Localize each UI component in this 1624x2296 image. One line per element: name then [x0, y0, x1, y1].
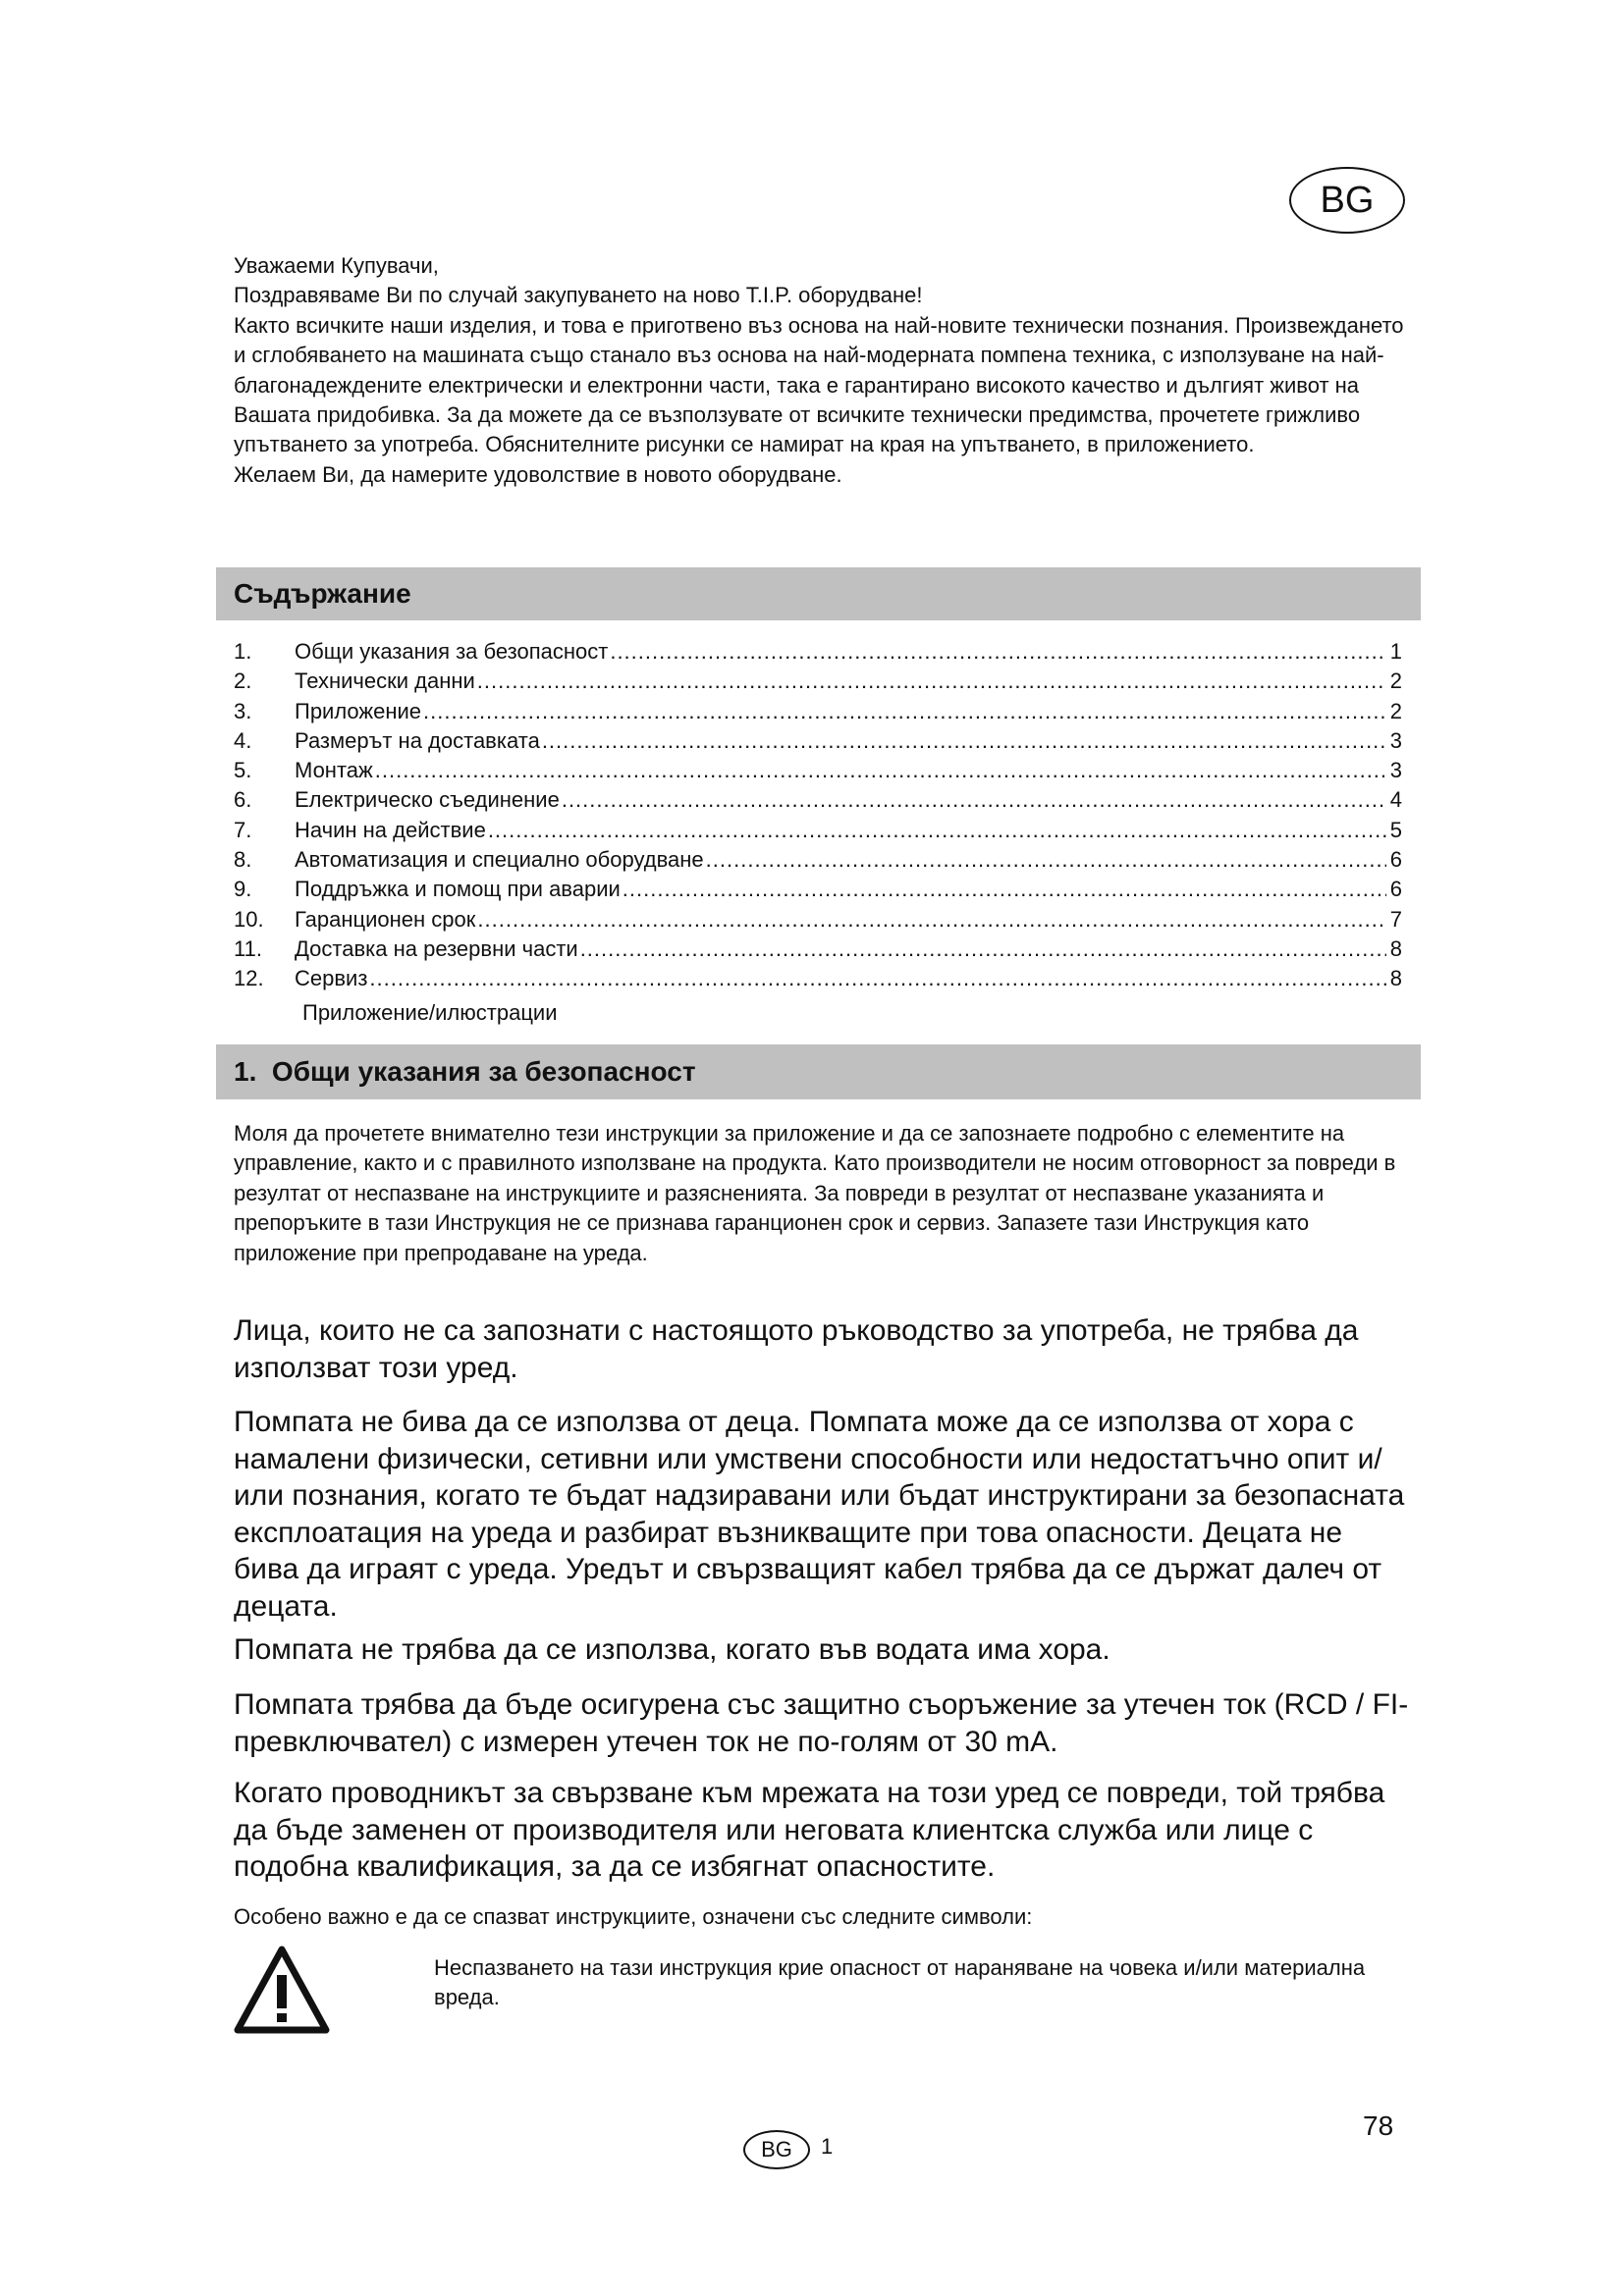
toc-leader-dots	[623, 877, 1386, 902]
toc-item-number: 10.	[234, 906, 264, 932]
toc-item-label: Технически данни	[295, 668, 475, 694]
toc-item-label: Монтаж	[295, 758, 373, 783]
safety-paragraph: Лица, които не са запознати с настоящото ръководство за употреба, не трябва да използват този уред.	[234, 1314, 1359, 1384]
toc-item-label: Електрическо съединение	[295, 787, 560, 813]
toc-item-number: 6.	[234, 787, 252, 813]
table-of-contents	[234, 639, 1402, 1026]
safety-paragraph: Помпата не трябва да се използва, когато във водата има хора.	[234, 1633, 1110, 1666]
toc-item-label: Приложение	[295, 698, 422, 723]
toc-item-page: 6	[1389, 877, 1402, 902]
toc-item-number: 9.	[234, 877, 252, 902]
toc-item-number: 12.	[234, 966, 264, 991]
safety-paragraph: Помпата не бива да се използва от деца. Помпата може да се използва от хора с намалени физически, сетивни или умствени способности или недостатъчно опит и/или познания, когато те бъдат надзиравани или бъдат инструктирани за безопасната експлоатация на уреда и разбират възникващите при това опасности. Децата не бива да играят с уреда. Уредът и свързващият кабел трябва да се държат далеч от децата.	[234, 1406, 1405, 1623]
toc-item-page: 8	[1389, 966, 1402, 991]
symbols-note: Особено важно е да се спазват инструкциите, означени със следните символи:	[234, 1904, 1033, 1929]
toc-item-page: 4	[1389, 787, 1402, 813]
toc-leader-dots	[477, 668, 1386, 694]
toc-item-page: 3	[1389, 727, 1402, 753]
greeting: Уважаеми Купувачи,	[234, 253, 439, 278]
toc-leader-dots	[488, 818, 1386, 843]
toc-item[interactable]	[234, 758, 1402, 787]
warning-triangle-icon	[234, 1946, 330, 2034]
toc-item-page: 1	[1389, 639, 1402, 664]
toc-leader-dots	[610, 639, 1386, 665]
toc-item-page: 3	[1389, 758, 1402, 783]
toc-item-label: Общи указания за безопасност	[295, 639, 609, 664]
toc-item-page: 2	[1389, 668, 1402, 694]
section-1-title: 1. Общи указания за безопасност	[234, 1056, 696, 1087]
toc-item-number: 5.	[234, 758, 252, 783]
language-badge	[1289, 167, 1405, 234]
toc-item[interactable]	[234, 728, 1402, 758]
toc-item-page: 5	[1389, 817, 1402, 842]
toc-item-label: Доставка на резервни части	[295, 935, 578, 961]
toc-item-number: 8.	[234, 847, 252, 873]
toc-leader-dots	[562, 787, 1386, 813]
toc-item-number: 3.	[234, 698, 252, 723]
toc-item[interactable]	[234, 639, 1402, 668]
toc-item[interactable]	[234, 818, 1402, 847]
toc-item-label: Размерът на доставката	[295, 727, 540, 753]
toc-item[interactable]	[234, 936, 1402, 966]
toc-item-number: 2.	[234, 668, 252, 694]
section-1-intro: Моля да прочетете внимателно тези инструкции за приложение и да се запознаете подробно с елементите на управление, както и с правилното използване на продукта. Като производители не носим отговорност за повреди в резултат от неспазване на инструкциите и разясненията. За повреди в резултат от неспазване указанията и препоръките в тази Инструкция не се признава гаранционен срок и сервиз. Запазете тази Инструкция като приложение при препродаване на уреда.	[234, 1121, 1396, 1265]
toc-item-page: 7	[1389, 906, 1402, 932]
toc-item-label: Сервиз	[295, 966, 368, 991]
toc-item-label: Поддръжка и помощ при аварии	[295, 877, 621, 902]
footer-language-badge	[743, 2130, 810, 2169]
toc-item-number: 7.	[234, 817, 252, 842]
toc-item-page: 8	[1389, 935, 1402, 961]
footer-badge-text: BG	[761, 2137, 792, 2162]
toc-item-label: Начин на действие	[295, 817, 486, 842]
toc-item-number: 1.	[234, 639, 252, 664]
toc-title: Съдържание	[234, 578, 411, 609]
toc-item-page: 2	[1389, 698, 1402, 723]
section-page-number: 1	[821, 2134, 834, 2159]
closing-wish: Желаем Ви, да намерите удоволствие в новото оборудване.	[234, 461, 842, 487]
toc-appendix[interactable]: Приложение/илюстрации	[302, 999, 558, 1025]
toc-item-number: 11.	[234, 935, 262, 961]
toc-item[interactable]	[234, 787, 1402, 817]
toc-leader-dots	[375, 758, 1386, 783]
toc-heading	[216, 567, 1421, 620]
toc-item-number: 4.	[234, 727, 252, 753]
toc-item[interactable]	[234, 668, 1402, 698]
safety-paragraph: Помпата трябва да бъде осигурена със защитно съоръжение за утечен ток (RCD / FI-превключвател) с измерен утечен ток не по-голям от 30 mA.	[234, 1688, 1409, 1758]
toc-leader-dots	[369, 966, 1386, 991]
warning-text: Неспазването на тази инструкция крие опасност от нараняване на човека и/или материална вреда.	[434, 1955, 1366, 2010]
toc-item[interactable]	[234, 877, 1402, 906]
language-badge-text: BG	[1320, 179, 1375, 221]
intro-text	[234, 251, 1412, 490]
congratulations: Поздравяваме Ви по случай закупуването на ново T.I.P. оборудване!	[234, 283, 923, 308]
toc-leader-dots	[706, 847, 1386, 873]
toc-item-page: 6	[1389, 847, 1402, 873]
toc-item-label: Гаранционен срок	[295, 906, 476, 932]
toc-item[interactable]	[234, 966, 1402, 995]
toc-leader-dots	[423, 699, 1386, 724]
section-1-heading	[216, 1044, 1421, 1099]
toc-item[interactable]	[234, 907, 1402, 936]
page-number: 78	[1363, 2110, 1394, 2141]
toc-leader-dots	[477, 907, 1386, 933]
intro-paragraph: Както всичките наши изделия, и това е приготвено въз основа на най-новите технически познания. Произвеждането и сглобяването на машината също станало въз основа на най-модерната помпена техника, с използуване на най-благонадеждените електрически и електронни части, така е гарантирано високото качество и дългият живот на Вашата придобивка. За да можете да се възползувате от всичките технически предимства, прочетете грижливо упътването за употреба. Обяснителните рисунки се намират на края на упътването, в приложението.	[234, 312, 1404, 457]
toc-item-label: Автоматизация и специално оборудване	[295, 847, 704, 873]
safety-paragraph: Когато проводникът за свързване към мрежата на този уред се повреди, той трябва да бъде заменен от производителя или неговата клиентска служба или лице с подобна квалификация, за да се избягнат опасностите.	[234, 1777, 1385, 1883]
toc-leader-dots	[542, 728, 1386, 754]
toc-item[interactable]	[234, 847, 1402, 877]
toc-leader-dots	[580, 936, 1386, 962]
toc-item[interactable]	[234, 699, 1402, 728]
